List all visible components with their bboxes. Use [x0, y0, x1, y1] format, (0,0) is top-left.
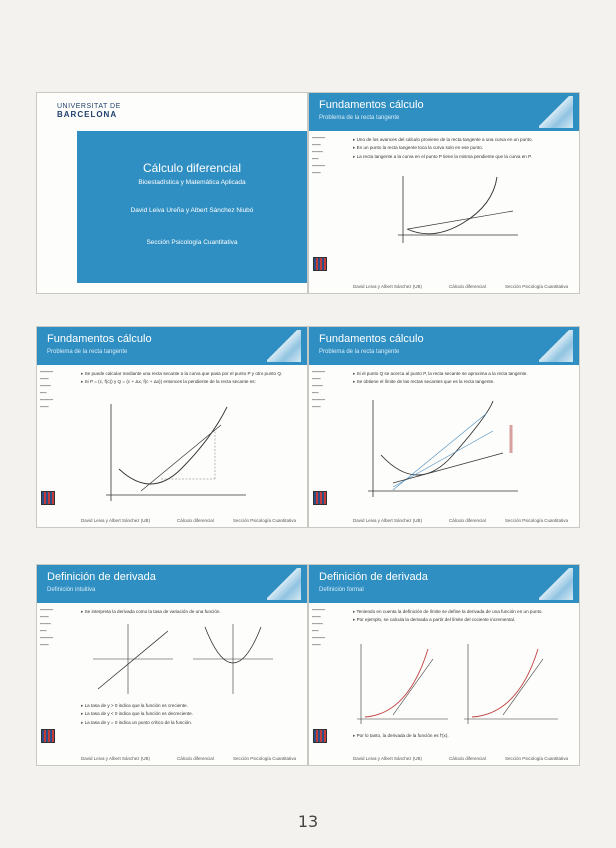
footer-right: Sección Psicología Cuantitativa [505, 284, 569, 289]
bullet: ▸ Por lo tanto, la derivada de la función es f'(x). [353, 733, 573, 738]
slide-sidebar: ━━━━━━ ━━━━ ━━━━━ ━━━ ━━━━━━ ━━━━ [40, 370, 53, 409]
footer-left: David Leiva y Albert Sánchez (UB) [81, 756, 151, 761]
limit-secant-graph [363, 395, 523, 505]
header-decoration-icon [267, 330, 301, 362]
slide-footer [309, 279, 579, 293]
slide-title-authors: David Leiva Ureña y Albert Sánchez Niubó [130, 207, 254, 214]
footer-right: Sección Psicología Cuantitativa [505, 518, 569, 523]
slide-sidebar: ━━━━━━ ━━━━ ━━━━━ ━━━ ━━━━━━ ━━━━ [312, 608, 325, 647]
slide-heading: Definición de derivada [319, 571, 428, 583]
bullet: ▸ Se obtiene el límite de las rectas secantes que es la recta tangente. [353, 379, 573, 384]
slide-sidebar: ━━━━━━ ━━━━ ━━━━━ ━━━ ━━━━━━ ━━━━ [312, 370, 325, 409]
footer-mid: Cálculo diferencial [177, 756, 214, 761]
bullet: ▸ Se puede calcular mediante una recta secante a la curva que pasa por el punto P y otro punto Q. [81, 371, 301, 376]
slide-body [81, 371, 301, 509]
footer-mid: Cálculo diferencial [449, 518, 486, 523]
slide-sidebar: ━━━━━━ ━━━━ ━━━━━ ━━━ ━━━━━━ ━━━━ [40, 608, 53, 647]
rate-graphs [83, 619, 283, 699]
slide-subheading: Definición formal [319, 587, 364, 593]
slide-title-section: Sección Psicología Cuantitativa [146, 239, 238, 246]
slide-body [81, 609, 301, 747]
university-logo [57, 103, 121, 119]
footer-mid: Cálculo diferencial [449, 284, 486, 289]
slide-footer [37, 751, 307, 765]
slide-body [353, 609, 573, 747]
slide-heading: Fundamentos cálculo [319, 333, 424, 345]
slide-footer [309, 513, 579, 527]
slide-footer [37, 513, 307, 527]
slide-subheading: Problema de la recta tangente [319, 349, 400, 355]
slide-heading: Definición de derivada [47, 571, 156, 583]
university-seal-icon [41, 729, 55, 743]
footer-left: David Leiva y Albert Sánchez (UB) [353, 518, 423, 523]
header-decoration-icon [539, 568, 573, 600]
slide-heading: Fundamentos cálculo [47, 333, 152, 345]
bullet: ▸ Si el punto Q se acerca al punto P, la recta secante se aproxima a la recta tangente. [353, 371, 573, 376]
bullet: ▸ La tasa de y < 0 indica que la función es decreciente. [81, 711, 301, 716]
slide-title-heading: Cálculo diferencial [142, 161, 242, 175]
slide-subheading: Problema de la recta tangente [47, 349, 128, 355]
slide-header [309, 93, 579, 131]
bullet: ▸ Si P = (c, f(c)) y Q = (c + Δx, f(c + Δx)) entonces la pendiente de la recta secante es: [81, 379, 301, 384]
title-panel [77, 131, 307, 283]
university-seal-icon [313, 491, 327, 505]
slide-subheading: Definición intuitiva [47, 587, 96, 593]
footer-mid: Cálculo diferencial [177, 518, 214, 523]
footer-left: David Leiva y Albert Sánchez (UB) [81, 518, 151, 523]
footer-left: David Leiva y Albert Sánchez (UB) [353, 284, 423, 289]
slide-heading: Fundamentos cálculo [319, 99, 424, 111]
secant-graph [101, 399, 251, 509]
formal-derivative-graphs [353, 639, 563, 729]
bullet: ▸ Teniendo en cuenta la definición de límite se define la derivada de una función en un punto. [353, 609, 573, 614]
slide-recta-tangente-2 [36, 326, 308, 528]
header-decoration-icon [267, 568, 301, 600]
slide-recta-tangente-3 [308, 326, 580, 528]
university-seal-icon [313, 729, 327, 743]
bullet: ▸ Uno de los avances del cálculo proviene de la recta tangente a una curva en un punto. [353, 137, 573, 142]
footer-mid: Cálculo diferencial [449, 756, 486, 761]
footer-right: Sección Psicología Cuantitativa [505, 756, 569, 761]
tangent-graph [393, 171, 523, 251]
slide-header [309, 565, 579, 603]
slide-definicion-formal [308, 564, 580, 766]
slide-footer [309, 751, 579, 765]
logo-big-text: BARCELONA [57, 110, 118, 119]
slide-header [37, 565, 307, 603]
slide-title [36, 92, 308, 294]
university-seal-icon [313, 257, 327, 271]
slide-subheading: Problema de la recta tangente [319, 115, 400, 121]
slide-recta-tangente-1 [308, 92, 580, 294]
footer-right: Sección Psicología Cuantitativa [233, 518, 297, 523]
bullet: ▸ En un punto la recta tangente toca la curva solo en ese punto. [353, 145, 573, 150]
slide-body [353, 371, 573, 509]
bullet: ▸ Se interpreta la derivada como la tasa de variación de una función. [81, 609, 301, 614]
bullet: ▸ La tasa de y > 0 indica que la función es creciente. [81, 703, 301, 708]
footer-left: David Leiva y Albert Sánchez (UB) [353, 756, 423, 761]
footer-right: Sección Psicología Cuantitativa [233, 756, 297, 761]
university-seal-icon [41, 491, 55, 505]
page-number: 13 [297, 812, 319, 831]
bullet: ▸ La recta tangente a la curva en el punto P tiene la misma pendiente que la curva en P. [353, 154, 573, 159]
header-decoration-icon [539, 96, 573, 128]
bullet: ▸ La tasa de y = 0 indica un punto crítico de la función. [81, 720, 301, 725]
slide-definicion-intuitiva [36, 564, 308, 766]
slide-title-subtitle: Bioestadística y Matemática Aplicada [138, 179, 246, 186]
slide-header [37, 327, 307, 365]
bullet: ▸ Por ejemplo, se calcula la derivada a partir del límite del cociente incremental. [353, 617, 573, 622]
header-decoration-icon [539, 330, 573, 362]
slide-sidebar: ━━━━━━ ━━━━ ━━━━━ ━━━ ━━━━━━ ━━━━ [312, 136, 325, 175]
slide-body [353, 137, 573, 275]
slide-header [309, 327, 579, 365]
logo-small-text: UNIVERSITAT DE [57, 103, 121, 110]
